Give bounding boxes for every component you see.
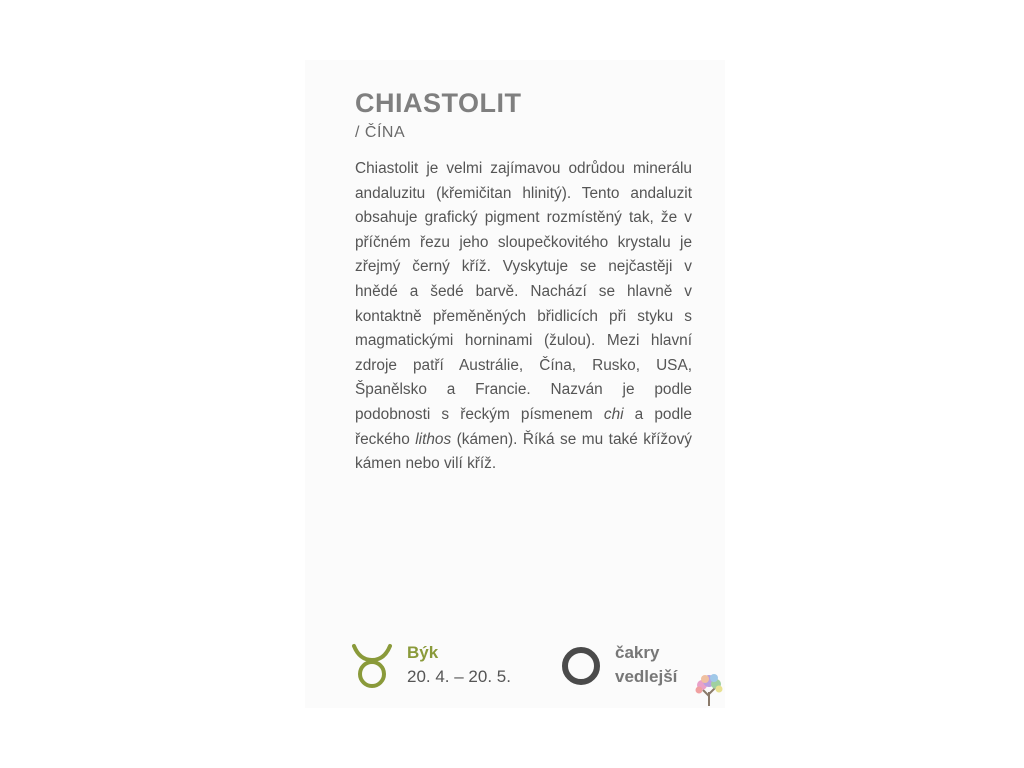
- description-italic-term: chi: [603, 405, 624, 423]
- description-text: (kámen). Říká se mu také křížový kámen nebo vilí kříž.: [355, 430, 692, 473]
- chakra-ring-icon: [560, 645, 602, 687]
- mineral-description: [355, 157, 692, 477]
- description-text: a podle řeckého: [355, 405, 692, 448]
- chakra-label-line2: vedlejší: [615, 667, 678, 686]
- mineral-origin: / ČÍNA: [355, 124, 406, 141]
- description-text: Chiastolit je velmi zajímavou odrůdou minerálu andaluzitu (křemičitan hlinitý). Tento andaluzit obsahuje grafický pigment rozmístěný tak, že v příčném řezu jeho sloupečkovitého krystalu je zřejmý černý kříž. Vyskytuje se nejčastěji v hnědé a šedé barvě. Nachází se hlavně v kontaktně přeměněných břidlicích při styku s magmatickými horninami (žulou). Mezi hlavní zdroje patří Austrálie, Čína, Rusko, USA, Španělsko a Francie. Nazván je podle podobnosti s řeckým písmenem: [355, 160, 692, 423]
- chakra-label-line1: čakry: [615, 643, 660, 662]
- mineral-title: CHIASTOLIT: [355, 88, 522, 118]
- zodiac-name: Býk: [407, 643, 439, 662]
- taurus-icon: [350, 640, 394, 690]
- tree-logo: [692, 672, 726, 708]
- description-italic-term: lithos: [415, 430, 452, 448]
- zodiac-dates: 20. 4. – 20. 5.: [407, 667, 511, 686]
